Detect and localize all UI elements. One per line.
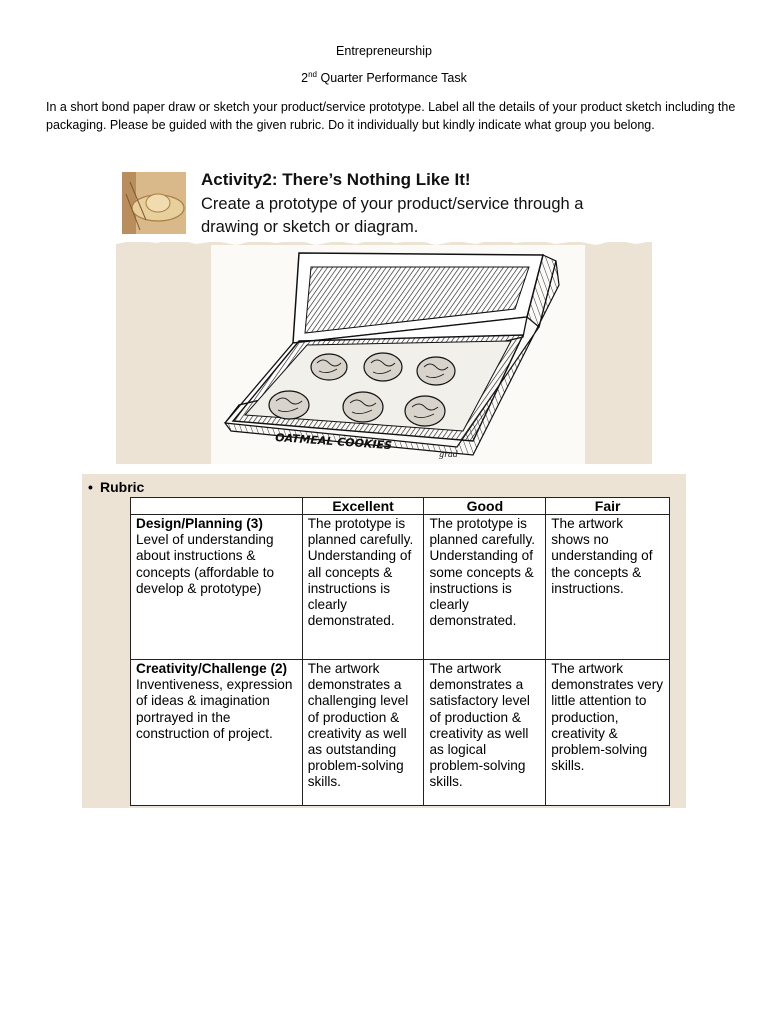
rubric-bullet: • [88, 479, 93, 495]
rubric-header-row [131, 498, 670, 515]
subtitle-ordinal: 2 [301, 71, 309, 85]
excellent-cell: The prototype is planned carefully. Understanding of all concepts & instructions is clearly demonstrated. [302, 515, 424, 660]
document-subtitle [0, 71, 768, 85]
activity-title: Activity2: There’s Nothing Like It! [201, 170, 471, 189]
instructions-paragraph: In a short bond paper draw or sketch your product/service prototype. Label all the details of your product sketch including the packaging. Please be guided with the given rubric. Do it individually but kindly indicate what group you belong. [46, 100, 736, 132]
criterion-name: Creativity/Challenge (2) [136, 661, 288, 676]
rubric-header-blank [131, 498, 303, 515]
criterion-cell [131, 660, 303, 806]
rubric-header-excellent: Excellent [302, 498, 424, 515]
document-title: Entrepreneurship [336, 44, 432, 58]
rubric-header-good: Good [424, 498, 546, 515]
criterion-description: Inventiveness, expression of ideas & imagination portrayed in the construction of project. [136, 677, 293, 741]
sketch-label: OATMEAL COOKIES [274, 431, 393, 453]
activity-description: Create a prototype of your product/service through a drawing or sketch or diagram. [201, 195, 584, 236]
straw-hat-photo [122, 172, 186, 234]
criterion-name: Design/Planning (3) [136, 516, 263, 531]
good-cell: The prototype is planned carefully. Understanding of some concepts & instructions is clearly demonstrated. [424, 515, 546, 660]
subtitle-ordinal-suffix: nd [308, 69, 317, 79]
rubric-heading-text: Rubric [100, 479, 145, 495]
rubric-heading [88, 479, 144, 495]
rubric-table [130, 497, 670, 806]
sketch-signature: grad [439, 450, 458, 459]
good-cell: The artwork demonstrates a satisfactory level of production & creativity as well as logical problem-solving skills. [424, 660, 546, 806]
cookie-box-sketch [211, 245, 585, 464]
rubric-row-design-planning [131, 515, 670, 660]
criterion-description: Level of understanding about instructions & concepts (affordable to develop & prototype) [136, 532, 275, 596]
rubric-row-creativity-challenge [131, 660, 670, 806]
criterion-cell [131, 515, 303, 660]
fair-cell: The artwork demonstrates very little attention to production, creativity & problem-solving skills. [546, 660, 670, 806]
rubric-header-fair: Fair [546, 498, 670, 515]
subtitle-text: Quarter Performance Task [317, 71, 467, 85]
fair-cell: The artwork shows no understanding of the concepts & instructions. [546, 515, 670, 660]
excellent-cell: The artwork demonstrates a challenging level of production & creativity as well as outstanding problem-solving skills. [302, 660, 424, 806]
